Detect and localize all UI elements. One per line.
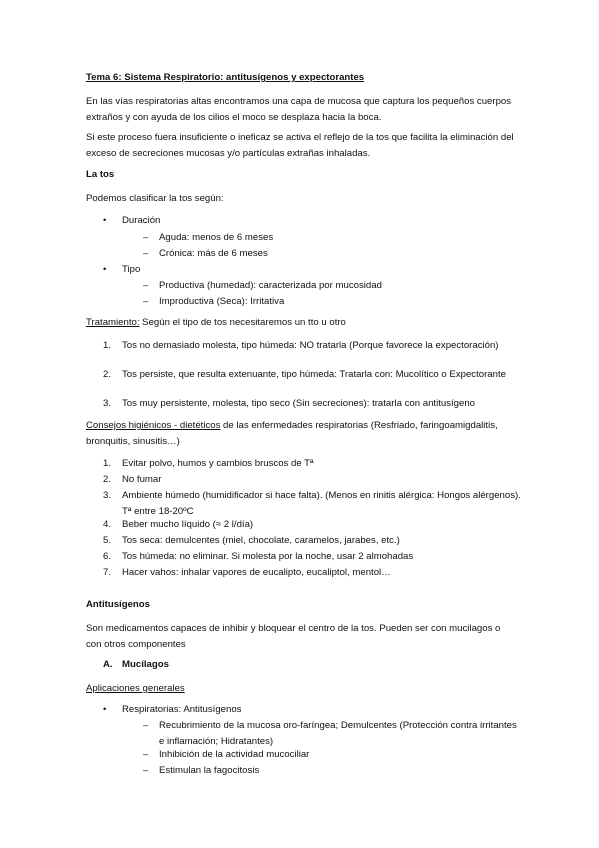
sub-item-productiva: Productiva (humedad): caracterizada por mucosidad bbox=[159, 280, 382, 291]
intro-paragraph-2: Si este proceso fuera insuficiente o ineficaz se activa el reflejo de la tos que facilita la eliminación del exceso de secreciones mucosas y/o partículas extrañas inhaladas. bbox=[86, 132, 514, 159]
consejos-paragraph bbox=[86, 418, 516, 449]
bullet-respiratorias: Respiratorias: Antitusígenos bbox=[122, 704, 242, 715]
subheading-mucilagos bbox=[103, 657, 169, 673]
antitusigenos-paragraph: Son medicamentos capaces de inhibir y bloquear el centro de la tos. Pueden ser con mucilagos o con otros componentes bbox=[86, 623, 501, 650]
section-heading-tos: La tos bbox=[86, 169, 115, 180]
sub-item-recubrimiento: Recubrimiento de la mucosa oro-faríngea; Demulcentes (Protección contra irritantes e inflamación; Hidratantes) bbox=[159, 720, 517, 747]
aplicaciones-heading: Aplicaciones generales bbox=[86, 683, 185, 694]
tratamiento-item-1: Tos no demasiado molesta, tipo húmeda: NO tratarla (Porque favorece la expectoración) bbox=[122, 340, 499, 351]
subheading-letter: A. bbox=[103, 659, 113, 670]
sub-item-cronica: Crónica: más de 6 meses bbox=[159, 248, 268, 259]
consejo-item-5: Tos seca: demulcentes (miel, chocolate, caramelos, jarabes, etc.) bbox=[122, 535, 400, 546]
consejo-item-1: Evitar polvo, humos y cambios bruscos de Tª bbox=[122, 458, 314, 469]
sub-item-aguda: Aguda: menos de 6 meses bbox=[159, 232, 274, 243]
tos-classify-text: Podemos clasificar la tos según: bbox=[86, 193, 224, 204]
consejo-item-2: No fumar bbox=[122, 474, 162, 485]
sub-item-improductiva: Improductiva (Seca): Irritativa bbox=[159, 296, 285, 307]
tratamiento-label: Tratamiento: bbox=[86, 317, 140, 328]
section-heading-antitusigenos: Antitusígenos bbox=[86, 599, 150, 610]
consejo-item-3: Ambiente húmedo (humidificador si hace falta). (Menos en rinitis alérgica: Hongos alérgenos). Tª entre 18-20ºC bbox=[122, 490, 521, 517]
bullet-duracion: Duración bbox=[122, 215, 161, 226]
consejos-label: Consejos higiénicos - dietéticos bbox=[86, 420, 221, 431]
tratamiento-item-2: Tos persiste, que resulta extenuante, tipo húmeda: Tratarla con: Mucolítico o Expectorante bbox=[122, 369, 506, 380]
sub-item-inhibicion: Inhibición de la actividad mucociliar bbox=[159, 749, 310, 760]
consejos-text: de las enfermedades respiratorias (Resfriado, faringoamigdalitis, bronquitis, sinusitis…) bbox=[86, 420, 498, 447]
consejo-item-4: Beber mucho líquido (≈ 2 l/día) bbox=[122, 519, 254, 530]
subheading-text: Mucílagos bbox=[122, 659, 169, 670]
consejo-item-6: Tos húmeda: no eliminar. Si molesta por la noche, usar 2 almohadas bbox=[122, 551, 414, 562]
tratamiento-paragraph bbox=[86, 315, 516, 331]
sub-item-fagocitosis: Estimulan la fagocitosis bbox=[159, 765, 260, 776]
tratamiento-item-3: Tos muy persistente, molesta, tipo seco (Sin secreciones): tratarla con antitusígeno bbox=[122, 398, 476, 409]
consejo-item-7: Hacer vahos: inhalar vapores de eucalipto, eucaliptol, mentol… bbox=[122, 567, 391, 578]
document-page: Tema 6: Sistema Respiratorio: antitusígenos y expectorantes En las vías respiratorias altas encontramos una capa de mucosa que captura los pequeños cuerpos extraños y con ayuda de los cilios el moco se desplaza hacia la boca. Si este proceso fuera insuficiente o ineficaz se activa el reflejo de la tos que facilita la eliminación del exceso de secreciones mucosas y/o partículas extrañas inhaladas. La tos Podemos clasificar la tos según: Duración Aguda: menos de 6 meses Crónica: más de 6 meses Tipo Productiva (humedad): caracterizada por mucosidad Improductiva (Seca): Irritativa Tratamiento: Según el tipo de tos necesitaremos un tto u otro 1. Tos no demasiado molesta, tipo húmeda: NO tratarla (Porque favorece la expectoración) 2. Tos persiste, que resulta extenuante, tipo húmeda: Tratarla con: Mucolítico o Expectorante 3. Tos muy persistente, molesta, tipo seco (Sin secreciones): tratarla con antitusígeno Consejos higiénicos - dietéticos de las enfermedades respiratorias (Resfriado, faringoamigdalitis, bronquitis, sinusitis…) 1. Evitar polvo, humos y cambios bruscos de Tª 2. No fumar 3. Ambiente húmedo (humidificador si hace falta). (Menos en rinitis alérgica: Hongos alérgenos). Tª entre 18-20ºC 4. Beber mucho líquido (≈ 2 l/día) 5. Tos seca: demulcentes (miel, chocolate, caramelos, jarabes, etc.) 6. Tos húmeda: no eliminar. Si molesta por la noche, usar 2 almohadas 7. Hacer vahos: inhalar vapores de eucalipto, eucaliptol, mentol… Antitusígenos Son medicamentos capaces de inhibir y bloquear el centro de la tos. Pueden ser con mucilagos o con otros componentes A. Mucílagos Aplicaciones generales Respiratorias: Antitusígenos Recubrimiento de la mucosa oro-faríngea; Demulcentes (Protección contra irritantes e inflamación; Hidratantes) Inhibición de la actividad mucociliar Estimulan la fagocitosis bbox=[0, 0, 599, 848]
bullet-tipo: Tipo bbox=[122, 264, 141, 275]
tratamiento-text: Según el tipo de tos necesitaremos un tto u otro bbox=[139, 317, 346, 328]
page-title: Tema 6: Sistema Respiratorio: antitusígenos y expectorantes bbox=[86, 72, 365, 83]
intro-paragraph-1: En las vías respiratorias altas encontramos una capa de mucosa que captura los pequeños cuerpos extraños y con ayuda de los cilios el moco se desplaza hacia la boca. bbox=[86, 96, 512, 123]
